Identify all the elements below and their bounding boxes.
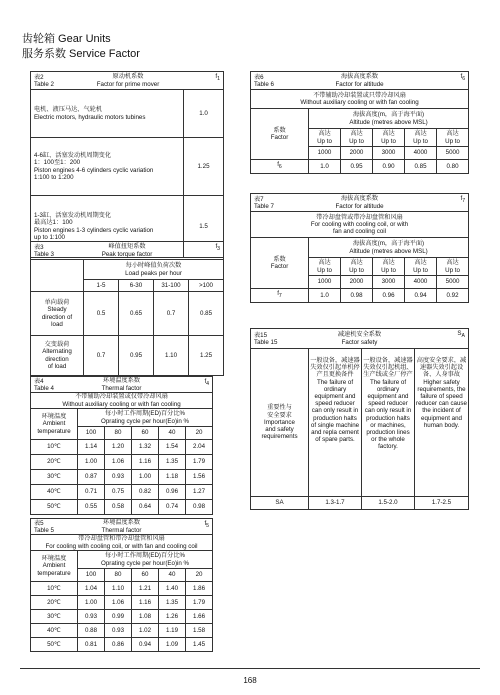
- cell: 0.98: [186, 500, 213, 515]
- cell: 1.00: [132, 470, 159, 485]
- factor-symbol: $f_6$: [460, 73, 466, 83]
- table-title: 海拔高度系数 Factor for altitude: [335, 73, 384, 88]
- cell: 1.79: [186, 455, 213, 470]
- page-title-cn: 齿轮箱 Gear Units: [22, 33, 111, 45]
- cell: 0.7: [154, 292, 189, 336]
- column-header: 2000: [341, 147, 373, 160]
- row-desc: 电机、液压马达、气轮机 Electric motors, hydraulic motors tubines: [31, 90, 184, 138]
- cell: 1.00: [78, 455, 105, 470]
- column-header: 100: [78, 427, 105, 440]
- up-to-label: 高达 Up to: [373, 129, 405, 147]
- cell: 1.20: [105, 440, 132, 455]
- table-3-peak-torque: [30, 241, 224, 376]
- cell: 1.79: [186, 596, 213, 610]
- cell: 2.04: [186, 440, 213, 455]
- cell: 1.32: [132, 440, 159, 455]
- row-header: 重要性与 安全要求 Importance and safety requirements: [251, 349, 309, 497]
- row-header: 系数 Factor: [251, 109, 309, 160]
- cell: 1.14: [78, 440, 105, 455]
- cell: 1.04: [78, 582, 105, 596]
- column-group-header: 海拔高度(m，高于海平面) Altitude (metres above MSL): [309, 109, 469, 129]
- column-header: 31-100: [154, 280, 189, 292]
- table-label: 表5 Table 5: [34, 520, 54, 535]
- table-title: 海拔高度系数 Factor for altitude: [335, 195, 384, 210]
- cell: 1.21: [132, 582, 159, 596]
- row-desc: 单向载荷 Steady direction of load: [31, 292, 84, 336]
- cell: 1.86: [186, 582, 213, 596]
- cell: 0.95: [119, 336, 154, 376]
- cell: 1.56: [186, 470, 213, 485]
- temp: 50℃: [31, 500, 78, 515]
- column-header: 5000: [437, 276, 469, 289]
- cell: 0.55: [78, 500, 105, 515]
- condition: 不带辅助冷却装置或仅带冷却风扇 Without auxiliary cooling or with fan cooling: [31, 393, 213, 409]
- cell: 0.99: [105, 610, 132, 624]
- column-group-header: 海拔高度(m，高于海平面) Altitude (metres above MSL): [309, 238, 469, 258]
- cell: 0.5: [84, 292, 119, 336]
- column-header: 40: [159, 427, 186, 440]
- temp: 10℃: [31, 582, 78, 596]
- cell: 1.02: [132, 624, 159, 638]
- row-header: 系数 Factor: [251, 238, 309, 289]
- up-to-label: 高达 Up to: [405, 258, 437, 276]
- cell: 1.10: [154, 336, 189, 376]
- cell: 0.94: [132, 638, 159, 652]
- column-header: 20: [186, 569, 213, 582]
- cell: 1.58: [186, 624, 213, 638]
- row-header: 环境温度 Ambient temperature: [31, 551, 78, 582]
- cell: 1.19: [159, 624, 186, 638]
- column-header: 1000: [309, 276, 341, 289]
- cell: 0.96: [373, 289, 405, 303]
- cell: 1.18: [159, 470, 186, 485]
- column-header: >100: [189, 280, 224, 292]
- cell: 1.06: [105, 596, 132, 610]
- factor-symbol: $f_5$: [204, 520, 210, 530]
- temp: 10℃: [31, 440, 78, 455]
- cell: 0.85: [405, 160, 437, 174]
- cell: 0.96: [159, 485, 186, 500]
- cell: 0.7: [84, 336, 119, 376]
- cell: 0.82: [132, 485, 159, 500]
- table-header: [251, 329, 469, 349]
- table-7-altitude: [250, 193, 469, 303]
- table-header: [31, 72, 224, 90]
- column-group-header: 每小时峰值负荷次数 Load peaks per hour: [84, 260, 224, 280]
- table-label: 表2 Table 2: [34, 74, 54, 89]
- column-header: 4000: [405, 276, 437, 289]
- cell: 1.0: [309, 160, 341, 174]
- cell: 1.06: [105, 455, 132, 470]
- cell: 0.85: [189, 292, 224, 336]
- cell: 1.00: [78, 596, 105, 610]
- table-2-prime-mover: [30, 71, 224, 258]
- cell: 1.16: [132, 596, 159, 610]
- table-15-factor-safety: [250, 328, 469, 510]
- cell: 0.71: [78, 485, 105, 500]
- cell: 1.26: [159, 610, 186, 624]
- cell: 1.3-1.7: [309, 497, 362, 510]
- table-title: 峰值扭矩系数 Peak torque factor: [101, 243, 153, 258]
- factor-symbol: $f_6$: [251, 160, 309, 174]
- table-title: 减速机安全系数 Factor safety: [337, 331, 382, 346]
- column-header: 40: [159, 569, 186, 582]
- column-header: 80: [105, 569, 132, 582]
- factor-symbol: $S_A$: [457, 330, 465, 340]
- row-value: 1.5: [184, 196, 224, 258]
- cell: 1.45: [186, 638, 213, 652]
- temp: 20℃: [31, 596, 78, 610]
- up-to-label: 高达 Up to: [309, 129, 341, 147]
- cell: 1.09: [159, 638, 186, 652]
- cell: 0.93: [105, 624, 132, 638]
- column-group-header: 每小时工作周期(ED)百分比% Oprating cycle per hour(Eo)in %: [78, 551, 213, 569]
- cell: 0.65: [119, 292, 154, 336]
- table-label: 表15 Table 15: [254, 332, 278, 347]
- row-desc: 4-6缸、活塞发动机周期变化 1：100至1：200 Piston engines 4-6 cylinders cyclic variation 1:100 to 1:200: [31, 138, 184, 196]
- page-number: 168: [243, 676, 257, 685]
- temp: 30℃: [31, 470, 78, 485]
- column-header: 60: [132, 569, 159, 582]
- row-value: 1.0: [184, 90, 224, 138]
- column-header: 100: [78, 569, 105, 582]
- condition: 带冷却盘管或带冷却盘管和风扇 For cooling with cooling coil, or with fan and cooling coil: [251, 212, 469, 238]
- table-header: [251, 194, 469, 212]
- cell: 1.27: [186, 485, 213, 500]
- condition: 不带辅助冷却装置或只带冷却风扇 Without auxiliary cooling or with fan cooling: [251, 90, 469, 109]
- cell: 1.35: [159, 455, 186, 470]
- table-header: [251, 72, 469, 90]
- cell: 0.87: [78, 470, 105, 485]
- temp: 40℃: [31, 485, 78, 500]
- corner-cell: [31, 260, 84, 292]
- up-to-label: 高达 Up to: [437, 258, 469, 276]
- factor-symbol: $f_7$: [460, 195, 466, 205]
- page-title-en: 服务系数 Service Factor: [22, 48, 140, 60]
- cell: 1.40: [159, 582, 186, 596]
- cell: 0.90: [373, 160, 405, 174]
- table-4-thermal: [30, 376, 213, 515]
- cell: 1.7-2.5: [415, 497, 469, 510]
- cell: 0.95: [341, 160, 373, 174]
- column-desc: 一般设备，减速器失效仅引起机组、生产线或全厂停产 The failure of ordinary equipment and speed reducer can only result in production halts or machines, production lines or the whole factory.: [362, 349, 415, 497]
- row-header: 环境温度 Ambient temperature: [31, 409, 78, 440]
- cell: 1.35: [159, 596, 186, 610]
- footer-rule: [20, 668, 480, 669]
- up-to-label: 高达 Up to: [405, 129, 437, 147]
- column-header: 1000: [309, 147, 341, 160]
- column-header: 4000: [405, 147, 437, 160]
- up-to-label: 高达 Up to: [437, 129, 469, 147]
- column-header: 1-5: [84, 280, 119, 292]
- table-label: 表4 Table 4: [34, 378, 54, 393]
- cell: 0.98: [341, 289, 373, 303]
- table-6-altitude: [250, 71, 469, 174]
- row-symbol: SA: [251, 497, 309, 510]
- cell: 1.5-2.0: [362, 497, 415, 510]
- cell: 1.16: [132, 455, 159, 470]
- cell: 0.75: [105, 485, 132, 500]
- cell: 0.88: [78, 624, 105, 638]
- row-value: 1.25: [184, 138, 224, 196]
- column-header: 80: [105, 427, 132, 440]
- cell: 0.86: [105, 638, 132, 652]
- cell: 0.93: [105, 470, 132, 485]
- column-desc: 一般设备，减速器失效仅引起单机停产且更换备件 The failure of ordinary equipment and speed reducer can only result in production halts of single machine and repla cement of spare parts.: [309, 349, 362, 497]
- column-header: 3000: [373, 276, 405, 289]
- table-title: 原动机系数 Factor for prime mover: [96, 73, 160, 88]
- cell: 0.94: [405, 289, 437, 303]
- cell: 1.08: [132, 610, 159, 624]
- column-header: 2000: [341, 276, 373, 289]
- factor-symbol: $f_1$: [215, 73, 221, 83]
- up-to-label: 高达 Up to: [341, 258, 373, 276]
- column-desc: 高度安全要求，减速器失效引起设备、人身事故 Higher safety requirements, the failure of speed reducer can cause the incident of equipment and human body.: [415, 349, 469, 497]
- cell: 1.54: [159, 440, 186, 455]
- column-header: 20: [186, 427, 213, 440]
- cell: 0.92: [437, 289, 469, 303]
- cell: 0.93: [78, 610, 105, 624]
- temp: 20℃: [31, 455, 78, 470]
- table-label: 表3 Table 3: [34, 244, 54, 259]
- factor-symbol: $f_3$: [215, 243, 221, 253]
- cell: 1.10: [105, 582, 132, 596]
- cell: 1.66: [186, 610, 213, 624]
- temp: 30℃: [31, 610, 78, 624]
- up-to-label: 高达 Up to: [373, 258, 405, 276]
- factor-symbol: $f_4$: [204, 378, 210, 388]
- table-5-thermal: [30, 518, 213, 652]
- table-title: 环境温度系数 Thermal factor: [101, 377, 142, 392]
- column-header: 3000: [373, 147, 405, 160]
- table-header: [31, 519, 213, 535]
- table-header: [31, 242, 224, 260]
- table-header: [31, 377, 213, 393]
- cell: 1.0: [309, 289, 341, 303]
- cell: 1.25: [189, 336, 224, 376]
- cell: 0.58: [105, 500, 132, 515]
- column-header: 60: [132, 427, 159, 440]
- up-to-label: 高达 Up to: [309, 258, 341, 276]
- temp: 40℃: [31, 624, 78, 638]
- row-desc: 交变载荷 Alternating direction of load: [31, 336, 84, 376]
- temp: 50℃: [31, 638, 78, 652]
- cell: 0.81: [78, 638, 105, 652]
- table-label: 表6 Table 6: [254, 74, 274, 89]
- column-group-header: 每小时工作周期(ED)百分比% Oprating cycle per hour(Eo)in %: [78, 409, 213, 427]
- factor-symbol: $f_7$: [251, 289, 309, 303]
- column-header: 6-30: [119, 280, 154, 292]
- table-title: 环境温度系数 Thermal factor: [101, 519, 142, 534]
- column-header: 5000: [437, 147, 469, 160]
- cell: 0.74: [159, 500, 186, 515]
- condition: 带冷却盘管和带冷却盘管和风扇 For cooling with cooling coil, or with fan and cooling coil: [31, 535, 213, 551]
- cell: 0.80: [437, 160, 469, 174]
- table-label: 表7 Table 7: [254, 196, 274, 211]
- cell: 0.64: [132, 500, 159, 515]
- row-desc: 1-3缸、活塞发动机周期变化 最高达1：100 Piston engines 1-3 cylinders cyclic variation up to 1:100: [31, 196, 184, 258]
- up-to-label: 高达 Up to: [341, 129, 373, 147]
